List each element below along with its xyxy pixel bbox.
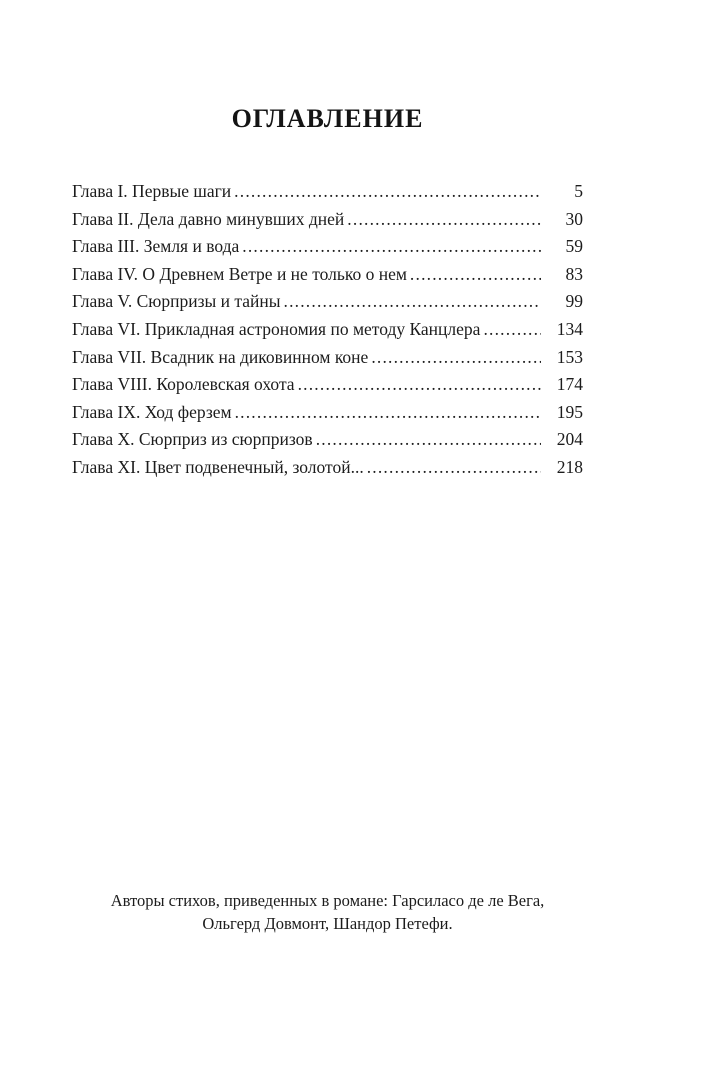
table-of-contents [72, 178, 583, 482]
toc-entry [72, 206, 583, 234]
toc-entry-title: Глава II. Дела давно минувших дней [72, 208, 345, 229]
toc-entry [72, 178, 583, 206]
toc-leader-dots [371, 344, 541, 372]
toc-leader-dots [483, 316, 541, 344]
authors-note-line1: Авторы стихов, приведенных в романе: Гарсиласо де ле Вега, [110, 891, 545, 910]
toc-entry-title: Глава IX. Ход ферзем [72, 401, 232, 422]
toc-entry-title: Глава VII. Всадник на диковинном коне [72, 346, 369, 367]
toc-leader-dots [298, 371, 541, 399]
toc-entry-page: 83 [565, 263, 583, 284]
authors-note-line2: Ольгерд Довмонт, Шандор Петефи. [202, 914, 453, 933]
toc-entry-page: 218 [556, 456, 583, 477]
toc-leader-dots [234, 178, 541, 206]
authors-note [72, 889, 583, 935]
toc-entry-title: Глава V. Сюрпризы и тайны [72, 291, 281, 312]
toc-entry [72, 426, 583, 454]
toc-entry [72, 288, 583, 316]
toc-entry-title: Глава IV. О Древнем Ветре и не только о нем [72, 263, 407, 284]
toc-entry-page: 204 [556, 429, 583, 450]
toc-entry [72, 454, 583, 482]
toc-entry-page: 99 [565, 291, 583, 312]
toc-leader-dots [367, 454, 541, 482]
toc-entry-page: 153 [556, 346, 583, 367]
toc-leader-dots [235, 399, 541, 427]
toc-entry-page: 195 [556, 401, 583, 422]
page-content [72, 0, 583, 1080]
toc-entry-page: 174 [556, 374, 583, 395]
toc-entry [72, 261, 583, 289]
toc-leader-dots [410, 261, 541, 289]
toc-entry-title: Глава XI. Цвет подвенечный, золотой... [72, 456, 364, 477]
toc-entry-page: 59 [565, 236, 583, 257]
toc-entry-title: Глава III. Земля и вода [72, 236, 240, 257]
toc-entry-title: Глава I. Первые шаги [72, 181, 232, 201]
toc-entry-title: Глава X. Сюрприз из сюрпризов [72, 429, 313, 450]
toc-entry-page: 134 [556, 318, 583, 339]
toc-entry-title: Глава VIII. Королевская охота [72, 374, 295, 395]
toc-entry-page: 5 [574, 181, 583, 201]
toc-leader-dots [347, 206, 541, 234]
toc-entry [72, 233, 583, 261]
toc-entry-page: 30 [565, 208, 583, 229]
toc-leader-dots [284, 288, 542, 316]
toc-entry-title: Глава VI. Прикладная астрономия по методу Канцлера [72, 318, 481, 339]
page-title: ОГЛАВЛЕНИЕ [231, 104, 424, 133]
toc-leader-dots [316, 426, 541, 454]
toc-entry [72, 316, 583, 344]
toc-entry [72, 371, 583, 399]
toc-entry [72, 344, 583, 372]
toc-entry [72, 399, 583, 427]
toc-leader-dots [242, 233, 541, 261]
